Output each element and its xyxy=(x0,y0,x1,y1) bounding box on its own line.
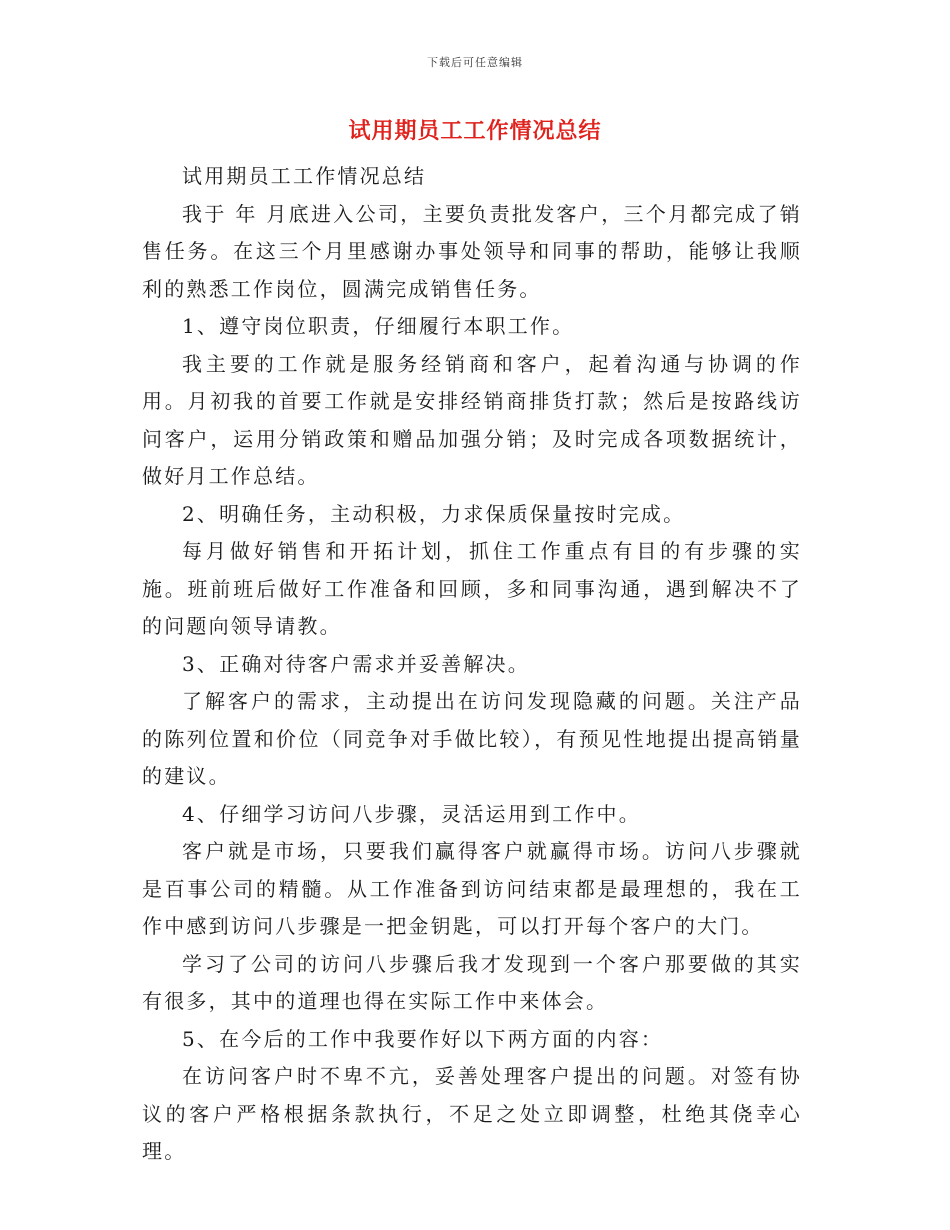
paragraph: 我主要的工作就是服务经销商和客户，起着沟通与协调的作用。月初我的首要工作就是安排经销商排货打款；然后是按路线访问客户，运用分销政策和赠品加强分销；及时完成各项数据统计，做好月工作总结。 xyxy=(142,351,802,488)
section-heading-4: 4、仔细学习访问八步骤，灵活运用到工作中。 xyxy=(182,801,641,826)
document-body xyxy=(142,158,802,1171)
paragraph: 我于 年 月底进入公司，主要负责批发客户，三个月都完成了销售任务。在这三个月里感谢办事处领导和同事的帮助，能够让我顺利的熟悉工作岗位，圆满完成销售任务。 xyxy=(142,201,802,301)
section-heading-3: 3、正确对待客户需求并妥善解决。 xyxy=(182,651,530,676)
paragraph: 学习了公司的访问八步骤后我才发现到一个客户那要做的其实有很多，其中的道理也得在实际工作中来体会。 xyxy=(142,951,802,1013)
section-heading-1: 1、遵守岗位职责，仔细履行本职工作。 xyxy=(182,314,575,338)
page-header-note: 下载后可任意编辑 xyxy=(427,56,523,69)
section-heading-2: 2、明确任务，主动积极，力求保质保量按时完成。 xyxy=(182,501,686,526)
document-title: 试用期员工工作情况总结 xyxy=(348,119,602,144)
paragraph: 在访问客户时不卑不亢，妥善处理客户提出的问题。对签有协议的客户严格根据条款执行，不足之处立即调整，杜绝其侥幸心理。 xyxy=(142,1064,802,1163)
section-heading-5: 5、在今后的工作中我要作好以下两方面的内容： xyxy=(182,1026,664,1051)
paragraph: 了解客户的需求，主动提出在访问发现隐藏的问题。关注产品的陈列位置和价位（同竞争对手做比较），有预见性地提出提高销量的建议。 xyxy=(142,689,802,788)
paragraph: 客户就是市场，只要我们赢得客户就赢得市场。访问八步骤就是百事公司的精髓。从工作准备到访问结束都是最理想的，我在工作中感到访问八步骤是一把金钥匙，可以打开每个客户的大门。 xyxy=(142,839,802,938)
paragraph-subtitle: 试用期员工工作情况总结 xyxy=(182,164,427,188)
paragraph: 每月做好销售和开拓计划，抓住工作重点有目的有步骤的实施。班前班后做好工作准备和回顾，多和同事沟通，遇到解决不了的问题向领导请教。 xyxy=(142,539,802,638)
